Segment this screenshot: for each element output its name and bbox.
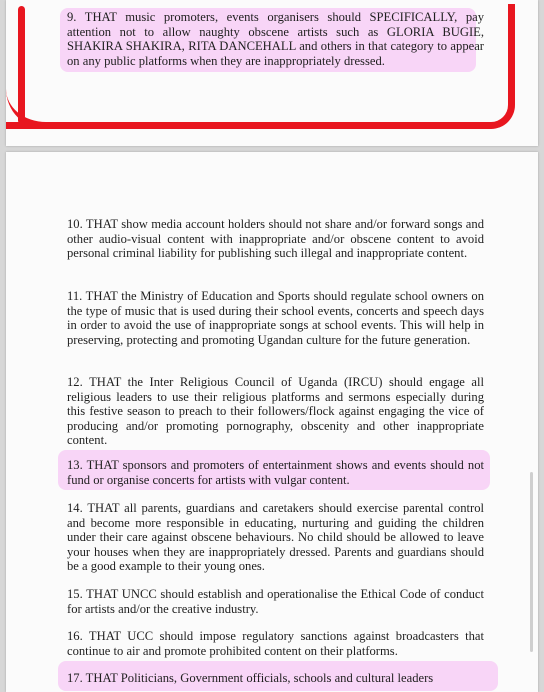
paragraph-11: 11. THAT the Ministry of Education and Sports should regulate school owners on the type of music that is used during their school events, concerts and speech days in order to avoid the use of inappropriate songs at school events. This will help in preserving, protecting and promoting Ugandan culture for the future generation. bbox=[67, 289, 484, 347]
paragraph-16: 16. THAT UCC should impose regulatory sanctions against broadcasters that continue to air and promote prohibited content on their platforms. bbox=[67, 629, 484, 658]
paragraph-9: 9. THAT music promoters, events organisers should SPECIFICALLY, pay attention not to allow naughty obscene artists such as GLORIA BUGIE, SHAKIRA SHAKIRA, RITA DANCEHALL and others in that category to appear on any public platforms when they are inappropriately dressed. bbox=[67, 10, 484, 68]
paragraph-10: 10. THAT show media account holders should not share and/or forward songs and other audio-visual content with inappropriate and/or obscene content to avoid personal criminal liability for publishing such illegal and inappropriate content. bbox=[67, 217, 484, 261]
paragraph-17: 17. THAT Politicians, Government officials, schools and cultural leaders bbox=[67, 671, 434, 685]
paragraph-13: 13. THAT sponsors and promoters of entertainment shows and events should not fund or organise concerts for artists with vulgar content. bbox=[67, 458, 484, 487]
scrollbar[interactable] bbox=[530, 472, 533, 652]
document-page-2 bbox=[6, 152, 538, 692]
document-page-1 bbox=[6, 0, 538, 146]
paragraph-15: 15. THAT UNCC should establish and operationalise the Ethical Code of conduct for artists and/or the creative industry. bbox=[67, 587, 484, 616]
paragraph-12: 12. THAT the Inter Religious Council of Uganda (IRCU) should engage all religious leaders to use their religious platforms and sermons especially during this festive season to preach to their followers/flock against engaging the vice of producing and/or promoting pornography, obscenity and other inappropriate content. bbox=[67, 375, 484, 448]
paragraph-14: 14. THAT all parents, guardians and caretakers should exercise parental control and become more responsible in educating, nurturing and guiding the children under their care against obscene behaviours. No child should be allowed to leave your houses when they are inappropriately dressed. Parents and guardians should be a good example to their young ones. bbox=[67, 501, 484, 574]
annotation-red-box bbox=[6, 4, 515, 129]
